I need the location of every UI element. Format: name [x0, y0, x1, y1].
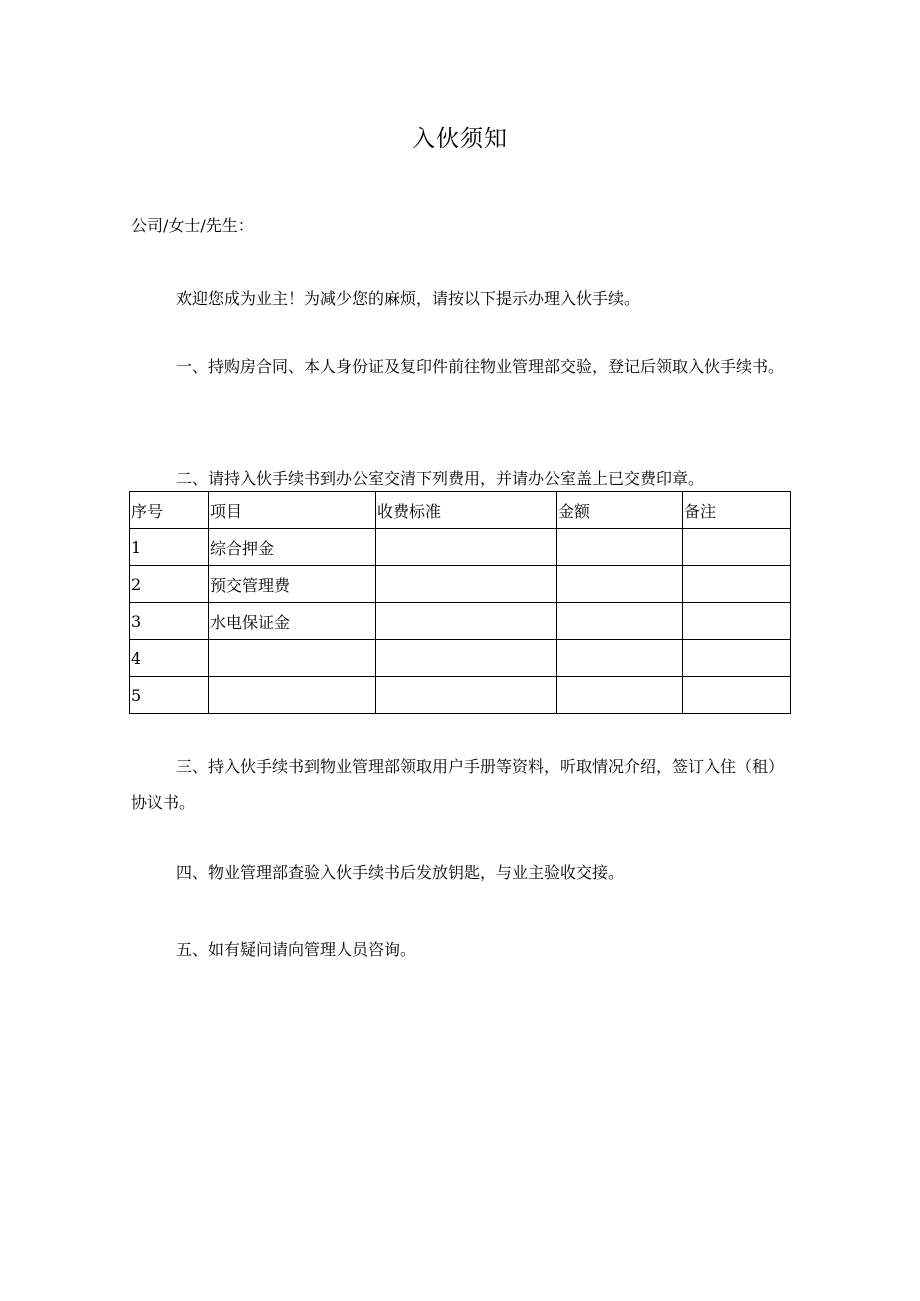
cell-amount	[557, 640, 683, 677]
cell-remarks	[683, 603, 791, 640]
header-standard: 收费标准	[376, 492, 557, 529]
table-row	[130, 566, 791, 603]
cell-item: 水电保证金	[209, 603, 376, 640]
page-title: 入伙须知	[412, 126, 508, 152]
cell-item: 综合押金	[209, 529, 376, 566]
step-4: 四、物业管理部查验入伙手续书后发放钥匙，与业主验收交接。	[176, 863, 625, 882]
table-row	[130, 640, 791, 677]
cell-standard	[376, 640, 557, 677]
cell-standard	[376, 677, 557, 714]
step-5: 五、如有疑问请向管理人员咨询。	[176, 940, 417, 959]
cell-remarks	[683, 640, 791, 677]
cell-remarks	[683, 529, 791, 566]
cell-index: 5	[130, 677, 209, 714]
salutation: 公司/女士/先生：	[131, 216, 254, 235]
fee-table	[129, 491, 791, 714]
cell-item	[209, 677, 376, 714]
cell-item	[209, 640, 376, 677]
cell-standard	[376, 603, 557, 640]
cell-item: 预交管理费	[209, 566, 376, 603]
header-amount: 金额	[557, 492, 683, 529]
cell-remarks	[683, 677, 791, 714]
cell-standard	[376, 529, 557, 566]
cell-index: 2	[130, 566, 209, 603]
welcome-text: 欢迎您成为业主！为减少您的麻烦，请按以下提示办理入伙手续。	[176, 289, 641, 308]
table-row	[130, 529, 791, 566]
fee-table-header-row	[130, 492, 791, 529]
step-3: 三、持入伙手续书到物业管理部领取用户手册等资料，听取情况介绍，签订入住（租）协议书。	[131, 757, 785, 812]
cell-index: 3	[130, 603, 209, 640]
header-item: 项目	[209, 492, 376, 529]
cell-amount	[557, 566, 683, 603]
cell-remarks	[683, 566, 791, 603]
cell-index: 4	[130, 640, 209, 677]
cell-amount	[557, 677, 683, 714]
cell-index: 1	[130, 529, 209, 566]
header-remarks: 备注	[683, 492, 791, 529]
header-index: 序号	[130, 492, 209, 529]
cell-amount	[557, 603, 683, 640]
table-row	[130, 603, 791, 640]
step-2: 二、请持入伙手续书到办公室交清下列费用，并请办公室盖上已交费印章。	[176, 469, 705, 488]
cell-standard	[376, 566, 557, 603]
step-1: 一、持购房合同、本人身份证及复印件前往物业管理部交验，登记后领取入伙手续书。	[176, 357, 785, 376]
table-row	[130, 677, 791, 714]
cell-amount	[557, 529, 683, 566]
